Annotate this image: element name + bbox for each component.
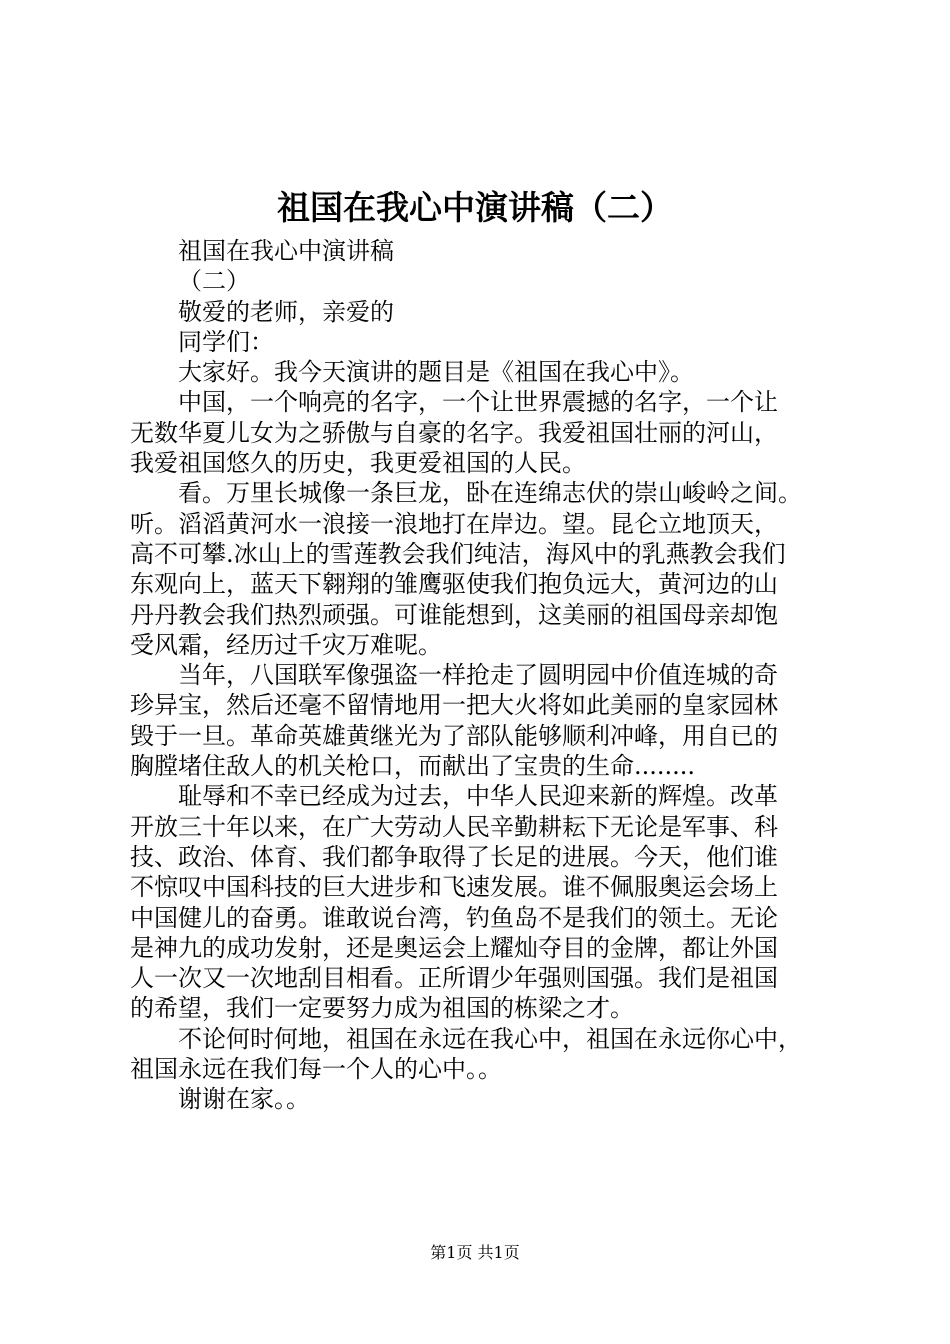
text-line: 大家好。我今天演讲的题目是《祖国在我心中》。 [178, 358, 694, 387]
page-footer: 第1页 共1页 [430, 1243, 520, 1262]
text-line: 听。滔滔黄河水一浪接一浪地打在岸边。望。昆仑立地顶天， [130, 509, 778, 538]
text-line: 高不可攀.冰山上的雪莲教会我们纯洁，海风中的乳燕教会我们 [130, 539, 786, 568]
document-body [130, 236, 834, 1115]
text-line: 当年，八国联军像强盗一样抢走了圆明园中价值连城的奇 [178, 661, 778, 690]
text-line: 东观向上，蓝天下翱翔的雏鹰驱使我们抱负远大，黄河边的山 [130, 570, 778, 599]
text-line: 是神九的成功发射，还是奥运会上耀灿夺目的金牌，都让外国 [130, 933, 778, 962]
text-line: 毁于一旦。革命英雄黄继光为了部队能够顺利冲峰，用自已的 [130, 721, 778, 750]
text-line: 中国，一个响亮的名字，一个让世界震撼的名字，一个让 [178, 388, 778, 417]
text-line: 同学们： [178, 327, 274, 356]
text-line: 中国健儿的奋勇。谁敢说台湾，钓鱼岛不是我们的领土。无论 [130, 903, 778, 932]
text-line: 珍异宝，然后还毫不留情地用一把大火将如此美丽的皇家园林 [130, 691, 778, 720]
text-line: 胸膛堵住敌人的机关枪口，而献出了宝贵的生命........ [130, 752, 696, 781]
text-line: 的希望，我们一定要努力成为祖国的栋梁之才。 [130, 994, 634, 1023]
text-line: （二） [178, 267, 250, 296]
text-line: 看。万里长城像一条巨龙，卧在连绵志伏的崇山峻岭之间。 [178, 479, 802, 508]
text-line: 不惊叹中国科技的巨大进步和飞速发展。谁不佩服奥运会场上 [130, 873, 778, 902]
text-line: 耻辱和不幸已经成为过去，中华人民迎来新的辉煌。改革 [178, 782, 778, 811]
text-line: 无数华夏儿女为之骄傲与自豪的名字。我爱祖国壮丽的河山， [130, 418, 778, 447]
text-line: 谢谢在家。。 [178, 1085, 310, 1114]
text-line: 人一次又一次地刮目相看。正所谓少年强则国强。我们是祖国 [130, 964, 778, 993]
text-line: 技、政治、体育、我们都争取得了长足的进展。今天，他们谁 [130, 842, 778, 871]
text-line: 我爱祖国悠久的历史，我更爱祖国的人民。 [130, 449, 586, 478]
text-line: 祖国在我心中演讲稿 [178, 237, 394, 265]
text-line: 不论何时何地，祖国在永远在我心中，祖国在永远你心中， [178, 1024, 802, 1053]
text-line: 受风霜，经历过千灾万难呢。 [130, 630, 442, 659]
text-line: 开放三十年以来，在广大劳动人民辛勤耕耘下无论是军事、科 [130, 812, 778, 841]
text-line: 祖国永远在我们每一个人的心中。。 [130, 1055, 502, 1084]
text-line: 丹丹教会我们热烈顽强。可谁能想到，这美丽的祖国母亲却饱 [130, 600, 778, 629]
page-title: 祖国在我心中演讲稿（二） [277, 188, 673, 227]
text-line: 敬爱的老师，亲爱的 [178, 297, 394, 326]
